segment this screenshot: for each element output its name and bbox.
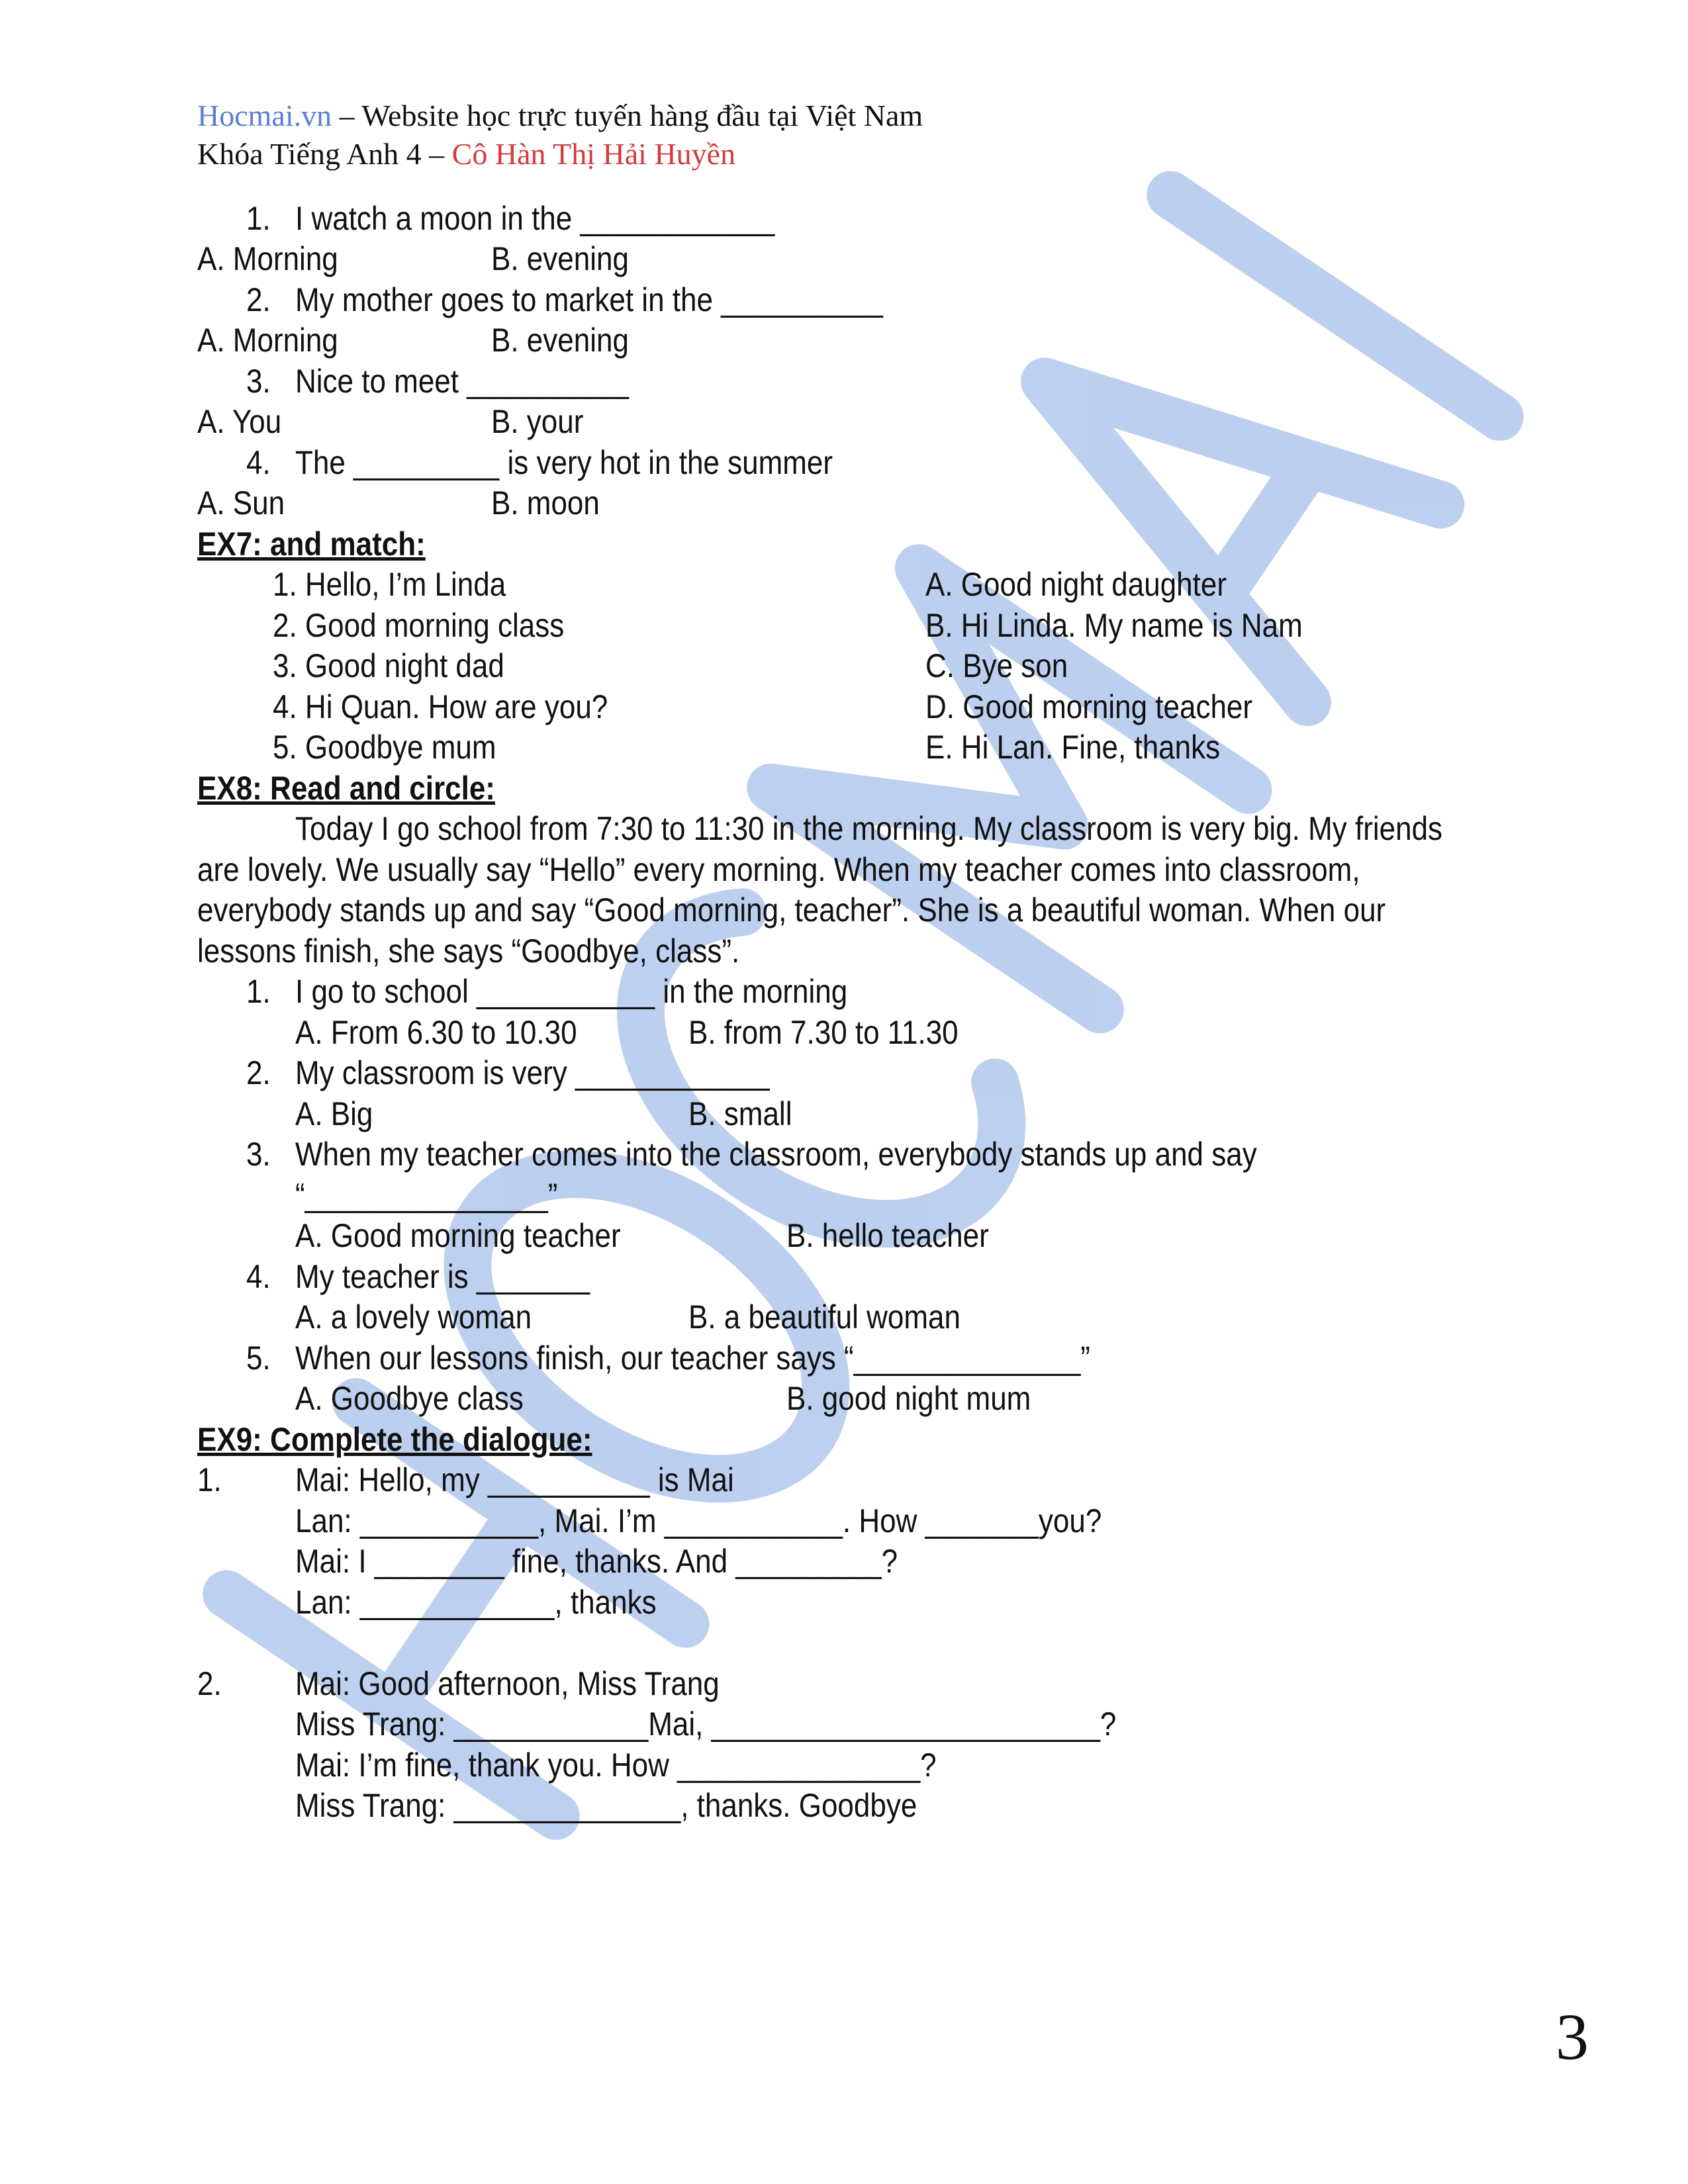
ex6-q3-option-a: A. You <box>197 403 282 440</box>
ex8-q4-number: 4. <box>246 1258 271 1295</box>
ex6-q3-option-b: B. your <box>491 403 584 440</box>
ex8-q2-number: 2. <box>246 1054 271 1091</box>
ex8-q3-option-b: B. hello teacher <box>786 1217 989 1254</box>
ex8-q2-text: My classroom is very ____________ <box>295 1054 770 1091</box>
ex6-q4-option-b: B. moon <box>491 484 600 522</box>
ex9-d1-line-2: Lan: ___________, Mai. I’m ___________. How _______you? <box>295 1502 1102 1539</box>
ex9-d1-line-3: Mai: I ________ fine, thanks. And _________? <box>295 1543 898 1580</box>
site-name[interactable]: Hocmai.vn <box>197 99 332 132</box>
ex8-q2-option-b: B. small <box>688 1095 792 1132</box>
ex8-q4-text: My teacher is _______ <box>295 1258 590 1295</box>
ex9-title: EX9: Complete the dialogue: <box>197 1421 592 1458</box>
ex8-q3-blank: “_______________” <box>295 1177 558 1214</box>
page-number: 3 <box>1556 2000 1589 2073</box>
ex9-d2-line-1: Mai: Good afternoon, Miss Trang <box>295 1665 720 1702</box>
ex7-left-2: 2. Good morning class <box>273 607 565 644</box>
ex6-q2-number: 2. <box>246 281 271 318</box>
ex6-q4-option-a: A. Sun <box>197 484 285 522</box>
ex9-d1-number: 1. <box>197 1461 222 1498</box>
ex7-right-a: A. Good night daughter <box>925 566 1227 603</box>
ex6-q4-number: 4. <box>246 444 271 481</box>
ex9-d2-line-4: Miss Trang: ______________, thanks. Goodbye <box>295 1787 917 1824</box>
ex6-q4-text: The _________ is very hot in the summer <box>295 444 833 481</box>
site-tagline: – Website học trực tuyến hàng đầu tại Việt Nam <box>332 99 923 132</box>
ex8-q1-number: 1. <box>246 973 271 1010</box>
ex8-q4-option-a: A. a lovely woman <box>295 1298 532 1336</box>
ex7-right-d: D. Good morning teacher <box>925 688 1253 725</box>
ex6-q1-number: 1. <box>246 200 271 237</box>
ex9-d1-line-1: Mai: Hello, my __________ is Mai <box>295 1461 734 1498</box>
teacher-name: Cô Hàn Thị Hải Huyền <box>451 137 736 171</box>
ex6-q1-option-a: A. Morning <box>197 240 338 277</box>
ex6-q2-text: My mother goes to market in the __________ <box>295 281 883 318</box>
ex8-q1-option-b: B. from 7.30 to 11.30 <box>688 1014 959 1051</box>
ex6-q1-option-b: B. evening <box>491 240 629 277</box>
ex8-passage-line-3: everybody stands up and say “Good morning, teacher”. She is a beautiful woman. When our <box>197 891 1386 929</box>
ex7-left-3: 3. Good night dad <box>273 647 504 684</box>
ex8-q3-option-a: A. Good morning teacher <box>295 1217 621 1254</box>
header-line-1 <box>197 97 923 134</box>
ex7-right-e: E. Hi Lan. Fine, thanks <box>925 729 1221 766</box>
ex8-q5-number: 5. <box>246 1340 271 1377</box>
ex9-d2-line-3: Mai: I’m fine, thank you. How _______________? <box>295 1747 937 1784</box>
course-name: Khóa Tiếng Anh 4 – <box>197 137 452 171</box>
ex6-q3-number: 3. <box>246 363 271 400</box>
ex8-q5-text: When our lessons finish, our teacher says “______________” <box>295 1340 1090 1377</box>
ex8-q1-option-a: A. From 6.30 to 10.30 <box>295 1014 577 1051</box>
ex6-q1-text: I watch a moon in the ____________ <box>295 200 775 237</box>
ex8-title: EX8: Read and circle: <box>197 770 495 807</box>
ex9-d2-number: 2. <box>197 1665 222 1702</box>
ex8-q3-number: 3. <box>246 1136 271 1173</box>
ex8-q2-option-a: A. Big <box>295 1095 373 1132</box>
ex7-left-1: 1. Hello, I’m Linda <box>273 566 506 603</box>
ex8-q4-option-b: B. a beautiful woman <box>688 1298 961 1336</box>
ex8-passage-line-1: Today I go school from 7:30 to 11:30 in the morning. My classroom is very big. My friends <box>295 810 1443 847</box>
ex9-d1-line-4: Lan: ____________, thanks <box>295 1584 657 1621</box>
ex6-q3-text: Nice to meet __________ <box>295 363 629 400</box>
ex8-passage-line-2: are lovely. We usually say “Hello” every morning. When my teacher comes into classroom, <box>197 851 1360 888</box>
ex7-left-5: 5. Goodbye mum <box>273 729 496 766</box>
ex6-q2-option-a: A. Morning <box>197 322 338 359</box>
ex9-d2-line-2: Miss Trang: ____________Mai, ________________________? <box>295 1706 1117 1743</box>
ex8-q5-option-a: A. Goodbye class <box>295 1380 524 1417</box>
ex7-left-4: 4. Hi Quan. How are you? <box>273 688 608 725</box>
header-line-2 <box>197 136 735 173</box>
ex8-passage-line-4: lessons finish, she says “Goodbye, class”. <box>197 933 740 970</box>
ex8-q5-option-b: B. good night mum <box>786 1380 1031 1417</box>
ex6-q2-option-b: B. evening <box>491 322 629 359</box>
ex7-right-b: B. Hi Linda. My name is Nam <box>925 607 1303 644</box>
ex8-q1-text: I go to school ___________ in the morning <box>295 973 848 1010</box>
ex7-title: EX7: and match: <box>197 525 426 563</box>
ex8-q3-text: When my teacher comes into the classroom, everybody stands up and say <box>295 1136 1257 1173</box>
ex7-right-c: C. Bye son <box>925 647 1068 684</box>
